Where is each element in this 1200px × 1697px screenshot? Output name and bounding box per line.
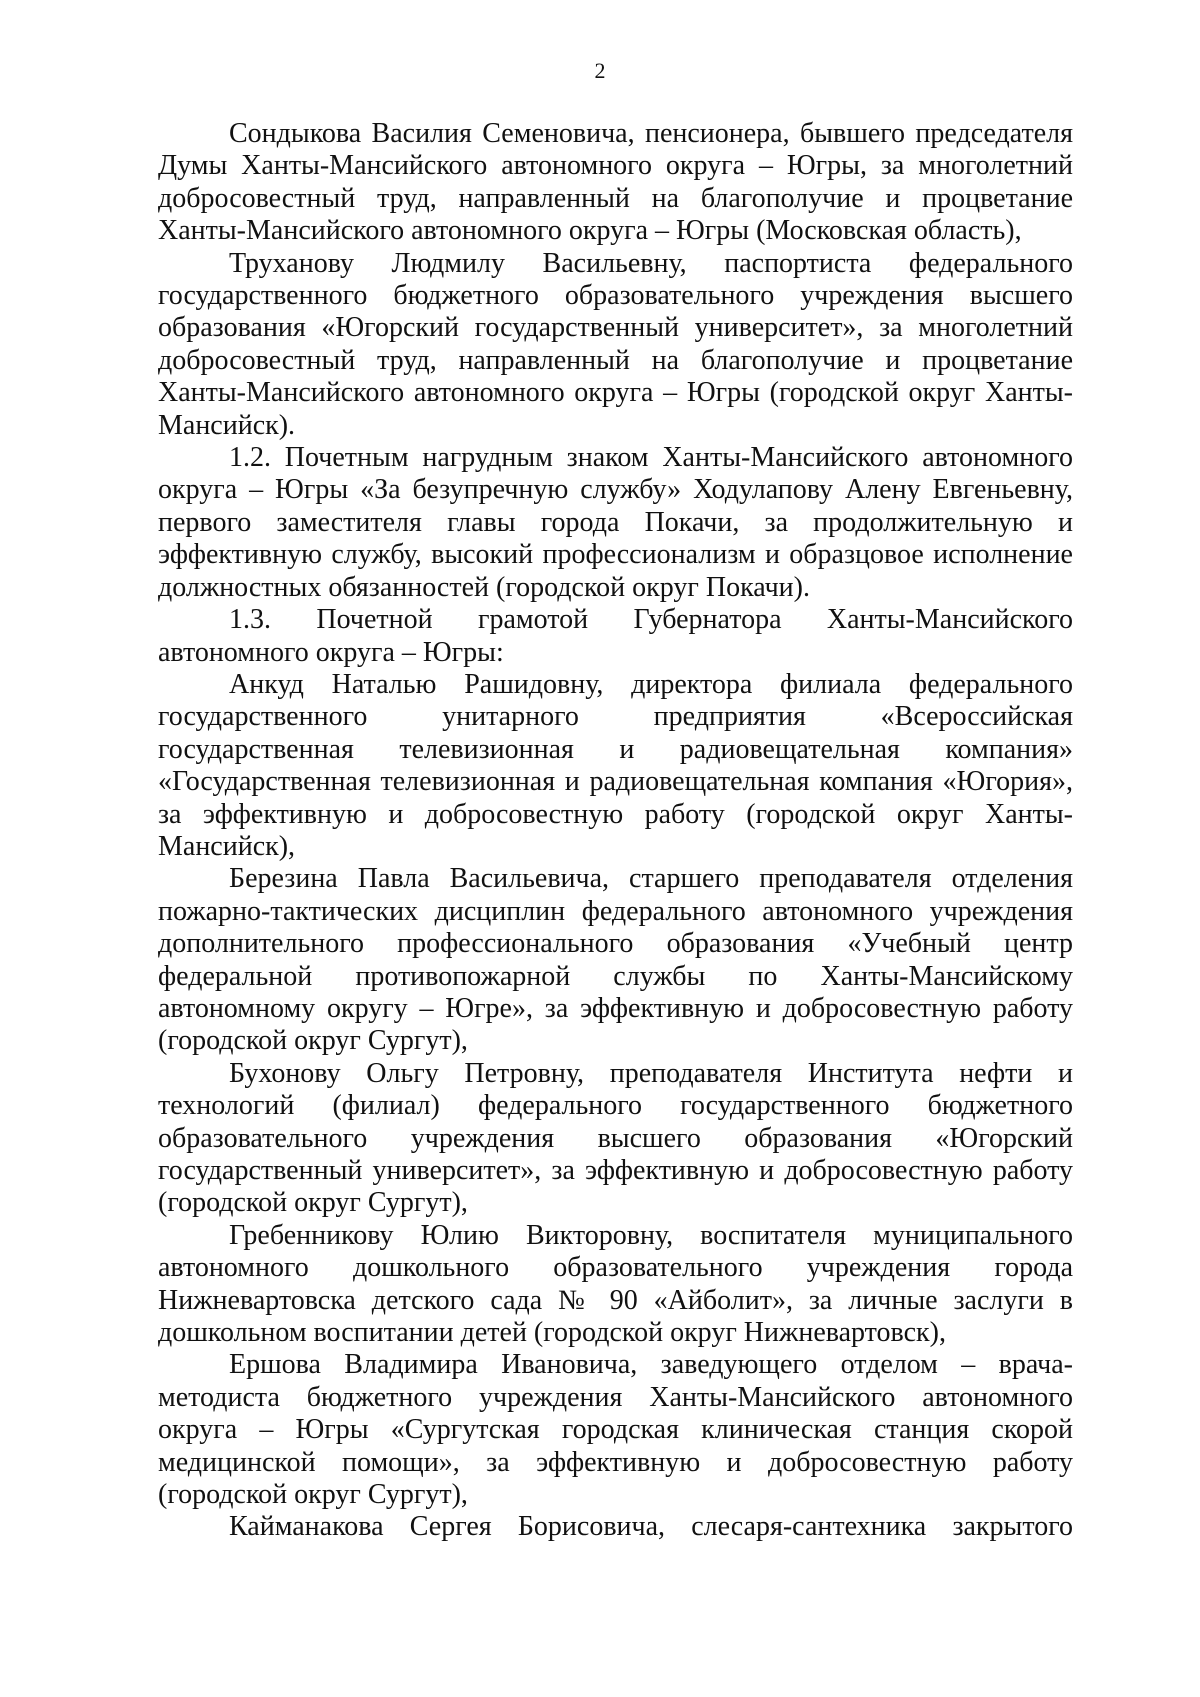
text-line: Ханты-Мансийского автономного округа – Югры (городской округ Ханты- [158, 377, 1073, 409]
text-line: (городской округ Сургут), [158, 1025, 468, 1057]
text-line: добросовестный труд, направленный на благополучие и процветание [158, 182, 1073, 214]
text-line: технологий (филиал) федерального государственного бюджетного [158, 1090, 1073, 1122]
text-line: методиста бюджетного учреждения Ханты-Мансийского автономного [158, 1381, 1073, 1413]
text-line: Анкуд Наталью Рашидовну, директора филиала федерального [229, 668, 1073, 700]
text-line: Ханты-Мансийского автономного округа – Югры (Московская область), [158, 215, 1022, 247]
text-line: государственного унитарного предприятия «Всероссийская [158, 701, 1073, 733]
text-line: Березина Павла Васильевича, старшего преподавателя отделения [229, 863, 1073, 895]
text-line: Сондыкова Василия Семеновича, пенсионера, бывшего председателя [229, 118, 1073, 149]
text-line: Нижневартовска детского сада № 90 «Айболит», за личные заслуги в [158, 1284, 1073, 1316]
text-line: эффективную службу, высокий профессионализм и образцовое исполнение [158, 539, 1073, 571]
text-line: округа – Югры «Сургутская городская клиническая станция скорой [158, 1414, 1073, 1446]
text-line: Гребенникову Юлию Викторовну, воспитателя муниципального [229, 1219, 1073, 1251]
text-line: государственная телевизионная и радиовещательная компания» [158, 733, 1073, 765]
text-line: дополнительного профессионального образования «Учебный центр [158, 928, 1073, 960]
text-line: 1.3. Почетной грамотой Губернатора Ханты-Мансийского [229, 604, 1073, 636]
paragraph [158, 442, 1073, 604]
text-line: государственный университет», за эффективную и добросовестную работу [158, 1155, 1073, 1186]
text-line: Бухонову Ольгу Петровну, преподавателя Института нефти и [229, 1057, 1073, 1089]
text-line: Мансийск). [158, 409, 296, 441]
text-line: 1.2. Почетным нагрудным знаком Ханты-Мансийского автономного [229, 442, 1073, 474]
text-line: пожарно-тактических дисциплин федерального автономного учреждения [158, 895, 1073, 927]
text-line: Мансийск), [158, 830, 296, 862]
text-line: образования «Югорский государственный университет», за многолетний [158, 312, 1073, 344]
paragraph [158, 604, 1073, 669]
paragraph [158, 863, 1073, 1057]
paragraph [158, 669, 1073, 863]
document-body [158, 118, 1073, 1544]
text-line: Ершова Владимира Ивановича, заведующего отделом – врача- [229, 1349, 1073, 1381]
paragraph [158, 1058, 1073, 1220]
text-line: медицинской помощи», за эффективную и добросовестную работу [158, 1446, 1073, 1478]
text-line: «Государственная телевизионная и радиовещательная компания «Югория», [158, 766, 1073, 798]
page-number: 2 [594, 58, 606, 83]
text-line: государственного бюджетного образовательного учреждения высшего [158, 280, 1073, 312]
text-line: автономному округу – Югре», за эффективную и добросовестную работу [158, 992, 1073, 1024]
text-line: Труханову Людмилу Васильевну, паспортиста федерального [229, 247, 1073, 279]
text-line: за эффективную и добросовестную работу (городской округ Ханты- [158, 798, 1073, 830]
paragraph [158, 248, 1073, 442]
text-line: дошкольном воспитании детей (городской округ Нижневартовск), [158, 1317, 946, 1349]
text-line: образовательного учреждения высшего образования «Югорский [158, 1122, 1073, 1154]
text-line: первого заместителя главы города Покачи, за продолжительную и [158, 506, 1073, 538]
text-line: Кайманакова Сергея Борисовича, слесаря-сантехника закрытого [229, 1511, 1073, 1543]
text-line: добросовестный труд, направленный на благополучие и процветание [158, 344, 1073, 376]
paragraph [158, 1349, 1073, 1511]
text-line: автономного дошкольного образовательного учреждения города [158, 1252, 1073, 1284]
text-line: автономного округа – Югры: [158, 636, 504, 668]
paragraph [158, 1511, 1073, 1543]
text-line: федеральной противопожарной службы по Ханты-Мансийскому [158, 960, 1073, 992]
paragraph [158, 118, 1073, 248]
text-line: (городской округ Сургут), [158, 1479, 468, 1511]
text-line: округа – Югры «За безупречную службу» Ходулапову Алену Евгеньевну, [158, 474, 1073, 506]
text-line: Думы Ханты-Мансийского автономного округа – Югры, за многолетний [158, 150, 1073, 182]
paragraph [158, 1220, 1073, 1350]
text-line: (городской округ Сургут), [158, 1187, 468, 1219]
text-line: должностных обязанностей (городской округ Покачи). [158, 571, 810, 603]
